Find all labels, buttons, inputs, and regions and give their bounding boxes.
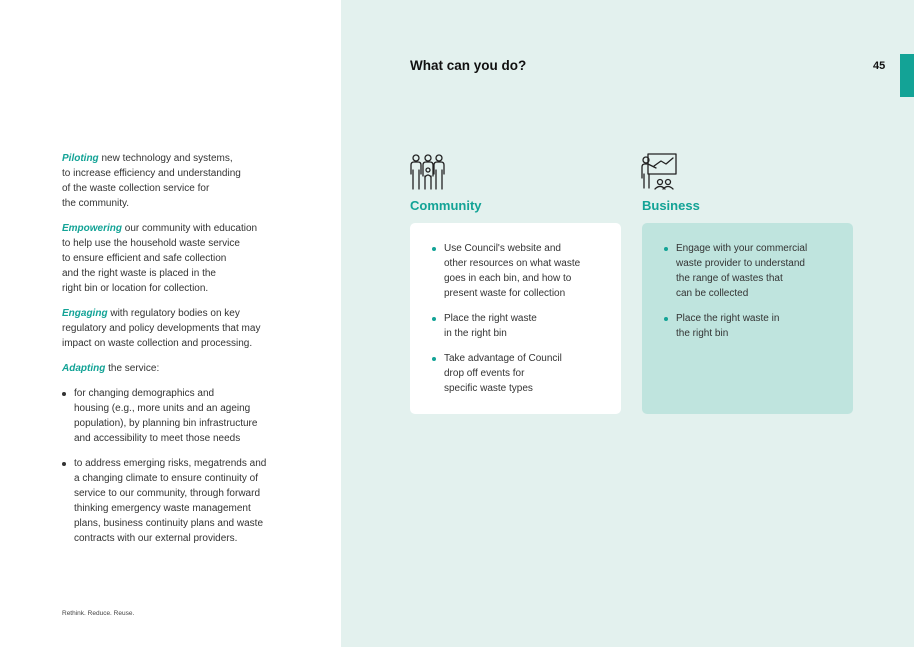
bullet-dot-icon [432, 247, 436, 251]
paragraph-adapting [62, 361, 302, 376]
people-group-icon [408, 152, 448, 192]
paragraph-line: impact on waste collection and processing. [62, 338, 253, 349]
emphasis-engaging: Engaging [62, 308, 108, 319]
community-bullet [432, 311, 537, 341]
paragraph-engaging [62, 306, 302, 351]
presentation-board-icon [640, 152, 680, 192]
page-number: 45 [873, 60, 886, 72]
business-title: Business [642, 198, 700, 213]
paragraph-line: regulatory and policy developments that may [62, 323, 261, 334]
bullet-dot-icon [432, 357, 436, 361]
bullet-item-emerging-risks [62, 456, 287, 546]
bullet-item-demographics [62, 386, 287, 446]
paragraph-line: right bin or location for collection. [62, 283, 209, 294]
page-footer: Rethink. Reduce. Reuse. [62, 610, 135, 617]
business-bullet [664, 311, 779, 341]
paragraph-line: the community. [62, 198, 130, 209]
bullet-dot-icon [664, 247, 668, 251]
bullet-text: for changing demographics and housing (e.g., more units and an ageing population), by planning bin infrastructure and accessibility to meet those needs [74, 388, 258, 444]
paragraph-line: to help use the household waste service [62, 238, 240, 249]
business-bullet-text: Place the right waste in the right bin [676, 313, 780, 339]
paragraph-line: new technology and systems, [98, 153, 233, 164]
community-bullet-text: Place the right waste in the right bin [444, 313, 537, 339]
paragraph-line: with regulatory bodies on key [107, 308, 240, 319]
paragraph-line: and the right waste is placed in the [62, 268, 216, 279]
emphasis-adapting: Adapting [62, 363, 106, 374]
bullet-text: to address emerging risks, megatrends and a changing climate to ensure continuity of service to our community, through forward thinking emergency waste management plans, business continuity plans and waste contracts with our external providers. [74, 458, 267, 544]
paragraph-line: to increase efficiency and understanding [62, 168, 241, 179]
bullet-dot-icon [62, 462, 66, 466]
bullet-dot-icon [62, 392, 66, 396]
paragraph-empowering [62, 221, 302, 296]
community-bullet-text: Use Council's website and other resources on what waste goes in each bin, and how to present waste for collection [444, 243, 581, 299]
paragraph-line: to ensure efficient and safe collection [62, 253, 227, 264]
business-card [642, 223, 853, 414]
community-bullet [432, 351, 562, 396]
page-title: What can you do? [410, 58, 527, 73]
paragraph-line: the service: [105, 363, 160, 374]
business-bullet-text: Engage with your commercial waste provider to understand the range of wastes that can be collected [676, 243, 808, 299]
bullet-dot-icon [432, 317, 436, 321]
paragraph-line: our community with education [122, 223, 258, 234]
paragraph-piloting [62, 151, 302, 211]
community-bullet [432, 241, 580, 301]
emphasis-piloting: Piloting [62, 153, 99, 164]
bullet-dot-icon [664, 317, 668, 321]
emphasis-empowering: Empowering [62, 223, 123, 234]
community-title: Community [410, 198, 482, 213]
community-bullet-text: Take advantage of Council drop off events for specific waste types [444, 353, 562, 394]
business-bullet [664, 241, 807, 301]
community-card [410, 223, 621, 414]
paragraph-line: of the waste collection service for [62, 183, 210, 194]
page-tab-marker [900, 54, 914, 97]
